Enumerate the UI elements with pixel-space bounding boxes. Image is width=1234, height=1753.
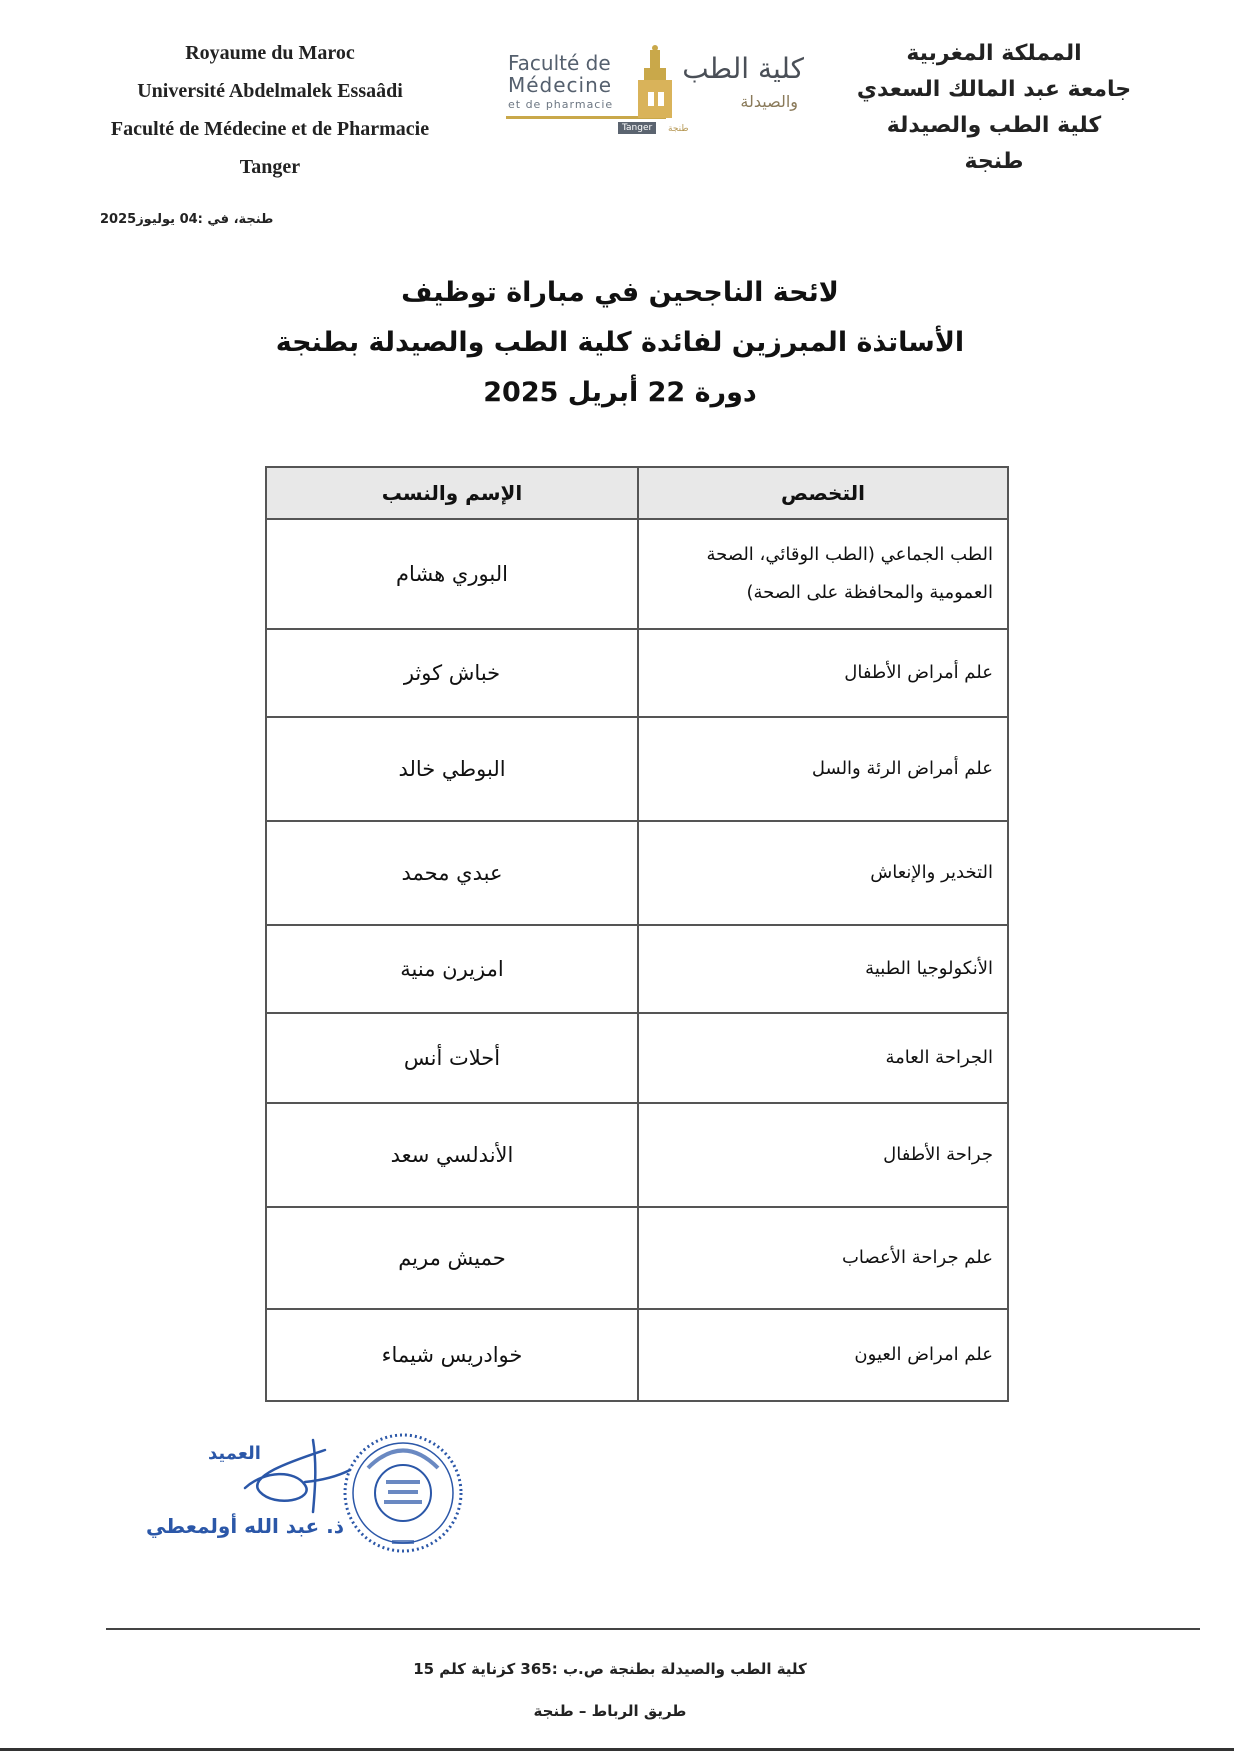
name-cell: الأندلسي سعد [266, 1103, 638, 1207]
header-ar-faculty: كلية الطب والصيدلة [886, 113, 1102, 138]
name-cell: البوري هشام [266, 519, 638, 629]
document-title [250, 268, 990, 418]
header-fr-faculty: Faculté de Médecine et de Pharmacie [110, 118, 430, 140]
column-header-specialty: التخصص [638, 467, 1008, 519]
header-fr-university: Université Abdelmalek Essaâdi [137, 80, 403, 102]
specialty-cell: علم امراض العيون [638, 1309, 1008, 1401]
table-row [266, 821, 1008, 925]
specialty-cell: الأنكولوجيا الطبية [638, 925, 1008, 1013]
title-line2: الأساتذة المبرزين لفائدة كلية الطب والصيدلة بطنجة [275, 327, 965, 358]
name-cell: أحلات أنس [266, 1013, 638, 1103]
table-row [266, 519, 1008, 629]
specialty-cell: علم أمراض الأطفال [638, 629, 1008, 717]
official-stamp-seal [338, 1428, 468, 1558]
header-ar-kingdom: المملكة المغربية [906, 41, 1082, 66]
specialty-cell: الجراحة العامة [638, 1013, 1008, 1103]
header-fr-city: Tanger [239, 156, 301, 178]
logo-fr-line2: Médecine [508, 73, 613, 97]
dean-title: العميد [208, 1443, 261, 1464]
name-cell: خباش كوثر [266, 629, 638, 717]
name-cell: البوطي خالد [266, 717, 638, 821]
title-line1: لائحة الناجحين في مباراة توظيف [401, 277, 839, 308]
header-arabic [814, 36, 1174, 180]
specialty-cell: علم جراحة الأعصاب [638, 1207, 1008, 1309]
logo-ar-line2: والصيدلة [740, 92, 798, 111]
handwritten-signature [235, 1430, 355, 1520]
faculty-logo [500, 44, 810, 154]
header-fr-kingdom: Royaume du Maroc [185, 42, 355, 64]
specialty-cell: جراحة الأطفال [638, 1103, 1008, 1207]
title-line3: دورة 22 أبريل 2025 [483, 377, 757, 408]
specialty-cell: التخدير والإنعاش [638, 821, 1008, 925]
specialty-cell: علم أمراض الرئة والسل [638, 717, 1008, 821]
logo-ar-line1: كلية الطب [682, 52, 804, 85]
header-ar-university: جامعة عبد المالك السعدي [856, 77, 1132, 102]
page-bottom-edge [0, 1748, 1234, 1751]
footer-line2: طريق الرباط – طنجة [533, 1702, 687, 1720]
specialty-cell: الطب الجماعي (الطب الوقائي، الصحة العمومية والمحافظة على الصحة) [638, 519, 1008, 629]
header-french [70, 34, 470, 186]
table-row [266, 1207, 1008, 1309]
logo-tanger-ar: طنجة [668, 124, 689, 134]
results-table [265, 466, 1007, 1402]
document-date: طنجة، في :04 يوليوز2025 [100, 212, 274, 227]
name-cell: عبدي محمد [266, 821, 638, 925]
table-row [266, 925, 1008, 1013]
table-header-row [266, 467, 1008, 519]
logo-tanger-badge: Tanger [618, 122, 656, 134]
name-cell: خوادريس شيماء [266, 1309, 638, 1401]
table-row [266, 1309, 1008, 1401]
results-table-grid [265, 466, 1009, 1402]
logo-fr-line1: Faculté de [508, 51, 611, 75]
footer-line1: كلية الطب والصيدلة بطنجة ص.ب :365 كزناية كلم 15 [413, 1660, 807, 1678]
table-row [266, 717, 1008, 821]
dean-name: ذ. عبد الله أولمعطي [146, 1514, 344, 1538]
footer-address [300, 1648, 920, 1732]
tower-icon [620, 44, 690, 124]
footer-divider [106, 1628, 1200, 1630]
column-header-name: الإسم والنسب [266, 467, 638, 519]
name-cell: امزيرن منية [266, 925, 638, 1013]
table-row [266, 1103, 1008, 1207]
header-ar-city: طنجة [964, 149, 1024, 174]
table-row [266, 1013, 1008, 1103]
logo-fr-line3: et de pharmacie [508, 98, 614, 111]
name-cell: حميش مريم [266, 1207, 638, 1309]
table-row [266, 629, 1008, 717]
